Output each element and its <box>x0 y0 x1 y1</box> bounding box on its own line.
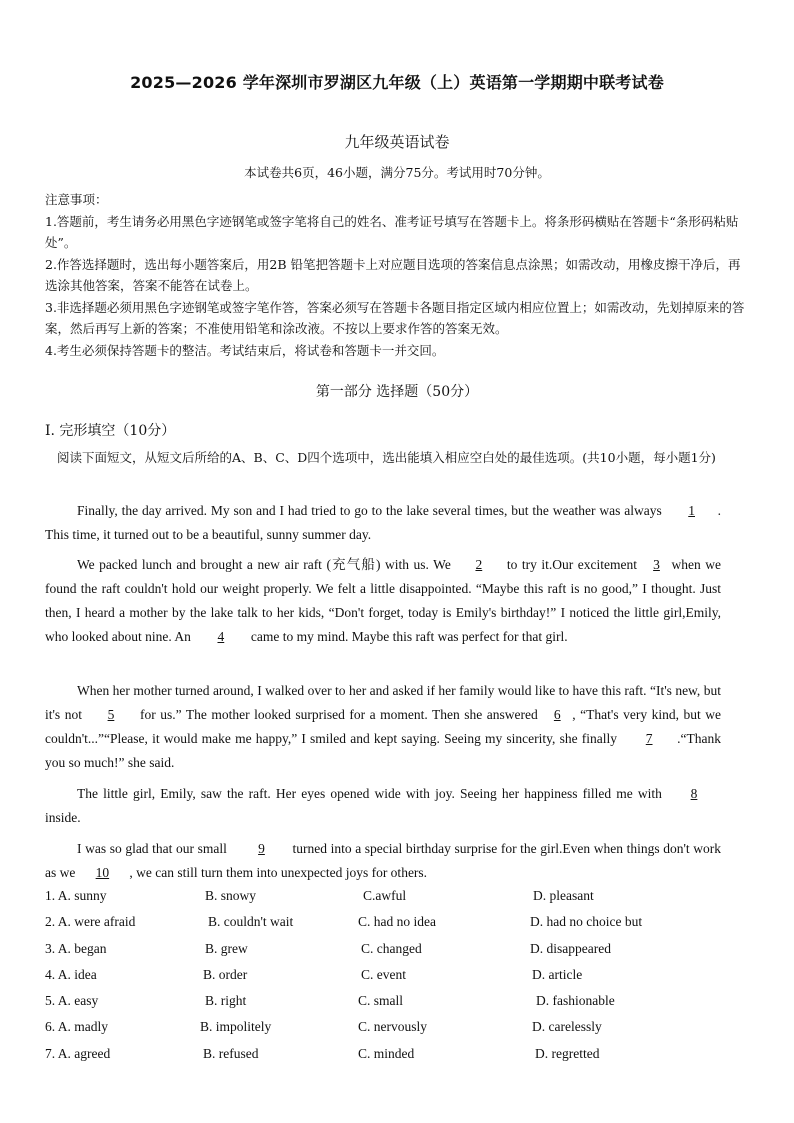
passage-text: Finally, the day arrived. My son and I had tried to go to the lake several times, but the weather was always <box>77 503 666 518</box>
option-a: 2. A. were afraid <box>45 914 136 930</box>
option-d: D. disappeared <box>530 940 611 956</box>
notes-section <box>45 189 745 361</box>
option-c: C. event <box>361 966 406 982</box>
blank-3: 3 <box>653 557 660 572</box>
blank-9: 9 <box>258 841 265 856</box>
passage-text: , we can still turn them into unexpected joys for others. <box>129 865 428 880</box>
exam-subtitle: 九年级英语试卷 <box>344 133 450 151</box>
option-row <box>45 1019 765 1045</box>
option-a: 6. A. madly <box>45 1019 108 1035</box>
passage-paragraph-1 <box>45 499 721 547</box>
passage-text: for us.” The mother looked surprised for a moment. Then she answered <box>139 707 543 722</box>
option-a: 5. A. easy <box>45 993 99 1009</box>
question-heading: I. 完形填空（10分） <box>45 423 176 439</box>
passage-text: .“Thank you so much!” she said. <box>45 731 721 770</box>
notes-item: 3.非选择题必须用黑色字迹钢笔或签字笔作答，答案必须写在答题卡各题目指定区域内相应位置上；如需改动，先划掉原来的答案，然后再写上新的答案；不准使用铅笔和涂改液。不按以上要求作答的答案无效。 <box>45 299 745 336</box>
question-instructions: 阅读下面短文，从短文后所给的A、B、C、D四个选项中，选出能填入相应空白处的最佳选项。(共10小题，每小题1分) <box>57 450 716 465</box>
option-d: D. had no choice but <box>530 914 643 930</box>
passage-paragraph-5 <box>45 837 721 885</box>
passage-paragraph-2 <box>45 553 721 649</box>
blank-4: 4 <box>217 629 225 644</box>
passage-text: When her mother turned around, I walked over to her and asked if her family would like to have this raft. “It's new, but it's not <box>45 683 721 722</box>
passage-text: I was so glad that our small <box>77 841 231 856</box>
blank-10: 10 <box>95 865 110 880</box>
option-c: C.awful <box>363 888 407 903</box>
option-row <box>45 888 765 914</box>
option-a: 7. A. agreed <box>45 1045 111 1061</box>
blank-5: 5 <box>107 707 115 722</box>
blank-7: 7 <box>645 731 653 746</box>
option-b: B. impolitely <box>200 1019 272 1035</box>
option-b: B. snowy <box>205 888 257 903</box>
option-b: B. refused <box>203 1045 259 1061</box>
blank-6: 6 <box>553 707 561 722</box>
option-d: D. article <box>532 966 583 982</box>
blank-1: 1 <box>688 503 695 518</box>
option-d: D. regretted <box>535 1045 600 1061</box>
option-b: B. right <box>205 993 247 1009</box>
passage-text: We packed lunch and brought a new air raft (充气船) with us. We <box>77 557 451 572</box>
passage-text: when we found the raft couldn't hold our weight properly. We felt a little disappointed. “Maybe this raft is no good,” I thought. Just then, I heard a mother by the lake talk to her kids, “Don't forget, today is Emily's birthday!” I noticed the little girl,Emily, who looked about nine. An <box>45 557 721 644</box>
option-row <box>45 914 765 940</box>
passage-text: . This time, it turned out to be a beautiful, sunny summer day. <box>45 503 721 542</box>
passage-text: The little girl, Emily, saw the raft. Her eyes opened wide with joy. Seeing her happiness filled me with <box>77 786 667 801</box>
passage-text: , “That's very kind, but we couldn't...”“Please, it would make me happy,” I smiled and kept saying. Seeing my sincerity, she finally <box>45 707 721 746</box>
notes-heading: 注意事项： <box>45 192 108 207</box>
option-d: D. carelessly <box>532 1019 602 1035</box>
option-c: C. minded <box>358 1045 415 1061</box>
option-b: B. order <box>203 966 248 982</box>
options-list <box>45 888 765 1072</box>
notes-item: 1.答题前，考生请务必用黑色字迹钢笔或签字笔将自己的姓名、准考证号填写在答题卡上。将条形码横贴在答题卡“条形码粘贴处”。 <box>45 213 739 250</box>
option-c: C. small <box>358 993 404 1009</box>
option-a: 4. A. idea <box>45 966 97 982</box>
option-row <box>45 993 765 1019</box>
exam-info: 本试卷共6页，46小题，满分75分。考试用时70分钟。 <box>244 165 550 180</box>
option-c: C. had no idea <box>358 914 436 930</box>
option-d: D. fashionable <box>536 993 615 1009</box>
option-a: 1. A. sunny <box>45 888 107 903</box>
passage-paragraph-3 <box>45 679 721 775</box>
option-d: D. pleasant <box>533 888 594 903</box>
passage-text: to try it.Our excitement <box>506 557 642 572</box>
section-heading: 第一部分 选择题（50分） <box>315 384 479 400</box>
blank-2: 2 <box>475 557 483 572</box>
option-b: B. couldn't wait <box>208 914 294 930</box>
option-a: 3. A. began <box>45 940 107 956</box>
option-c: C. changed <box>361 940 422 956</box>
notes-item: 2.作答选择题时，选出每小题答案后，用2B 铅笔把答题卡上对应题目选项的答案信息点涂黑；如需改动，用橡皮擦干净后，再选涂其他答案，答案不能答在试卷上。 <box>45 256 741 293</box>
option-c: C. nervously <box>358 1019 427 1035</box>
option-row <box>45 967 765 993</box>
option-row <box>45 941 765 967</box>
passage-text: inside. <box>45 810 81 825</box>
blank-8: 8 <box>690 786 698 801</box>
passage-text: turned into a special birthday surprise for the girl.Even when things don't work as we <box>45 841 721 880</box>
option-b: B. grew <box>205 940 248 956</box>
passage-text: came to my mind. Maybe this raft was perfect for that girl. <box>250 629 568 644</box>
exam-title: 2025—2026 学年深圳市罗湖区九年级（上）英语第一学期期中联考试卷 <box>130 73 664 92</box>
notes-item: 4.考生必须保持答题卡的整洁。考试结束后，将试卷和答题卡一并交回。 <box>45 342 445 358</box>
passage-paragraph-4 <box>45 782 721 830</box>
option-row <box>45 1046 765 1072</box>
